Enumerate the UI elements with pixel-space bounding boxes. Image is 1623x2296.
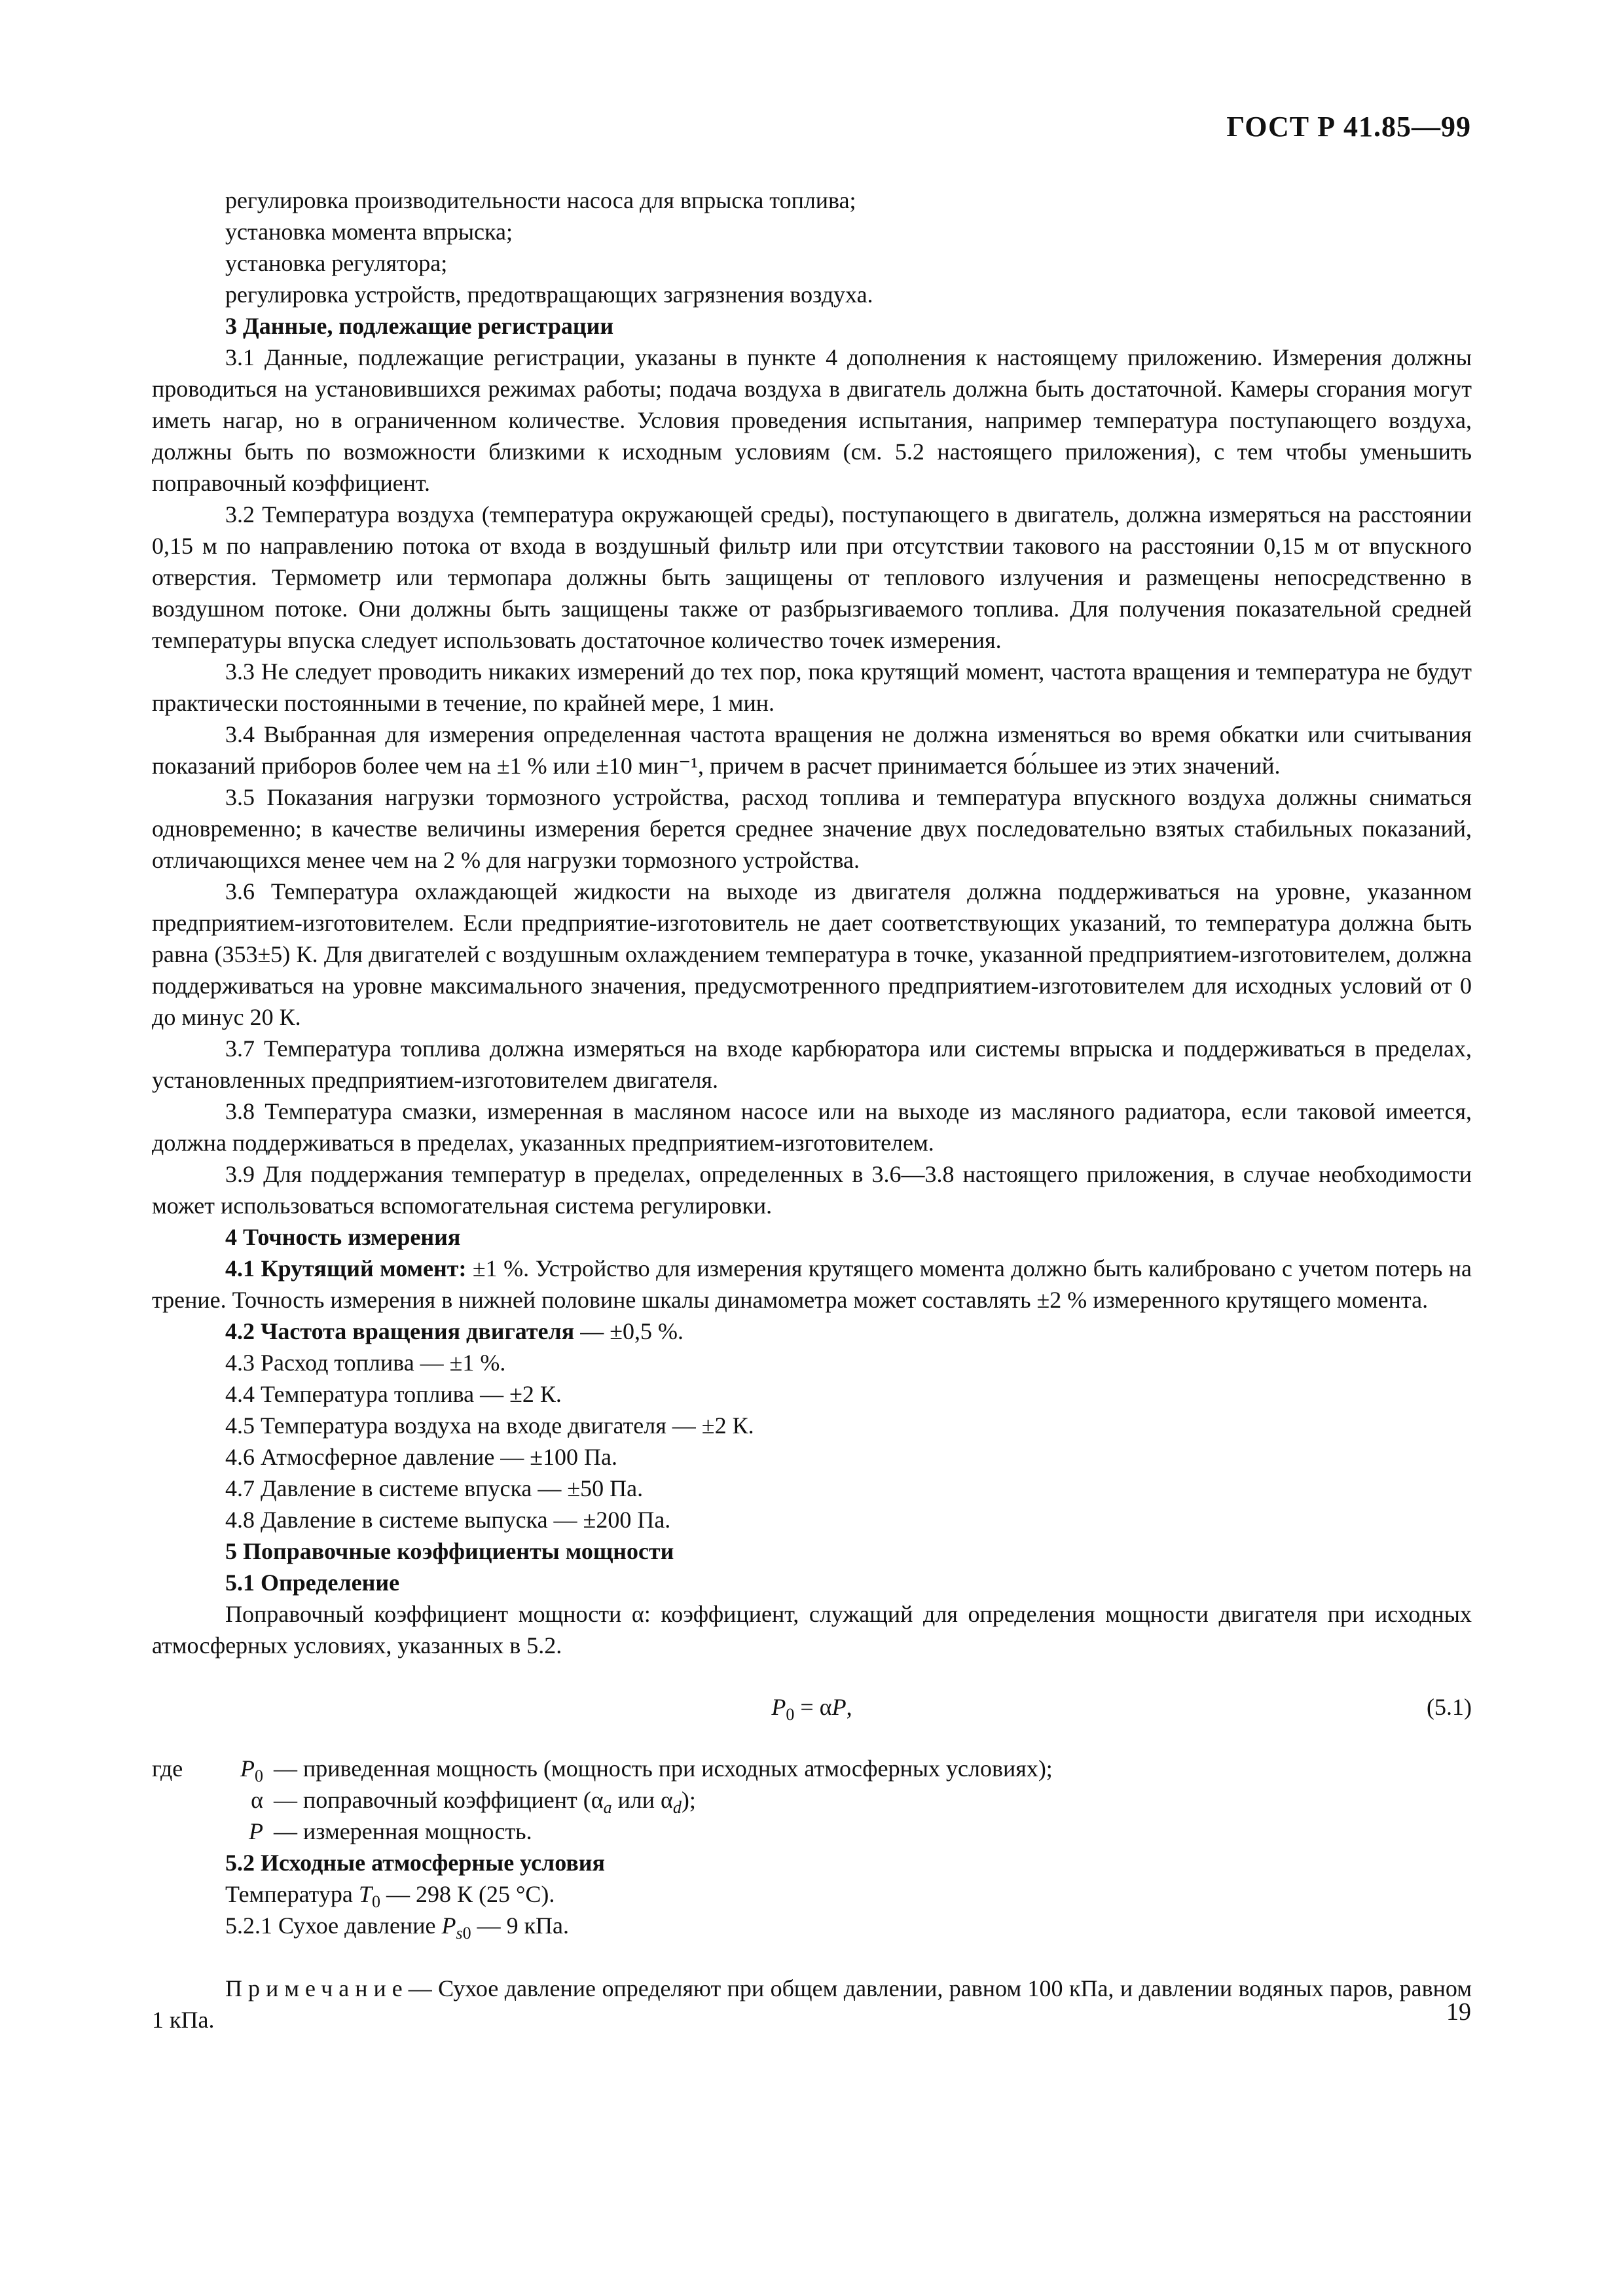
paragraph-3-4: 3.4 Выбранная для измерения определенная частота вращения не должна изменяться во время обкатки или считывания показаний приборов более чем на ±1 % или ±10 мин⁻¹, причем в расчет принимается бо́льшее из этих значений.: [152, 721, 1472, 779]
intro-item: установка регулятора;: [225, 250, 448, 276]
paragraph-3-5: 3.5 Показания нагрузки тормозного устройства, расход топлива и температура впускного воздуха должны сниматься одновременно; в качестве величины измерения берется среднее значение двух последовательно взятых стабильных показаний, отличающихся менее чем на 2 % для нагрузки тормозного устройства.: [152, 784, 1472, 873]
definition-paragraph: Поправочный коэффициент мощности α: коэффициент, служащий для определения мощности двигателя при исходных атмосферных условиях, указанных в 5.2.: [152, 1601, 1472, 1659]
subsection-5-1-heading: 5.1 Определение: [225, 1570, 400, 1596]
paragraph-3-3: 3.3 Не следует проводить никаких измерений до тех пор, пока крутящий момент, частота вращения и температура не будут практически постоянными в течение, по крайней мере, 1 мин.: [152, 658, 1472, 716]
paragraph-3-8: 3.8 Температура смазки, измеренная в масляном насосе или на выходе из масляного радиатора, если таковой имеется, должна поддерживаться в пределах, указанных предприятием-изготовителем.: [152, 1098, 1472, 1156]
intro-item: регулировка устройств, предотвращающих загрязнения воздуха.: [225, 281, 873, 308]
paragraph-3-9: 3.9 Для поддержания температур в пределах, определенных в 3.6—3.8 настоящего приложения, в случае необходимости может использоваться вспомогательная система регулировки.: [152, 1161, 1472, 1219]
paragraph-4-1: [152, 1253, 1472, 1316]
paragraph-3-2: 3.2 Температура воздуха (температура окружающей среды), поступающего в двигатель, должна измеряться на расстоянии 0,15 м по направлению потока от входа в воздушный фильтр или при отсутствии такового на расстоянии 0,15 м от впускного отверстия. Термометр или термопара должны быть защищены от теплового излучения и размещены непосредственно в воздушном потоке. Они должны быть защищены также от разбрызгиваемого топлива. Для получения показательной средней температуры впуска следует использовать достаточное количество точек измерения.: [152, 501, 1472, 653]
note-text: — Сухое давление определяют при общем давлении, равном 100 кПа, и давлении водяных паров, равном 1 кПа.: [152, 1975, 1472, 2033]
paragraph-3-1: 3.1 Данные, подлежащие регистрации, указаны в пункте 4 дополнения к настоящему приложению. Измерения должны проводиться на установившихся режимах работы; подача воздуха в двигатель должна быть достаточной. Камеры сгорания могут иметь нагар, но в ограниченном количестве. Условия проведения испытания, например температура поступающего воздуха, должны быть по возможности близкими к исходным условиям (см. 5.2 настоящего приложения), с тем чтобы уменьшить поправочный коэффициент.: [152, 344, 1472, 496]
legend-description: — измеренная мощность.: [274, 1818, 532, 1844]
accuracy-item: 4.8 Давление в системе выпуска — ±200 Па.: [225, 1507, 671, 1533]
reference-temperature: Температура $T_0$ — 298 К (25 °С).: [225, 1881, 555, 1911]
subsection-5-2-heading: 5.2 Исходные атмосферные условия: [225, 1850, 606, 1876]
legend-lead: где: [152, 1755, 183, 1782]
legend-row: [152, 1784, 1472, 1816]
paragraph-5-2-1: 5.2.1 Сухое давление $P_{s0}$ — 9 кПа.: [225, 1912, 570, 1943]
legend-symbol: P: [249, 1818, 263, 1844]
paragraph-4-2: [152, 1316, 1472, 1347]
legend-description: — приведенная мощность (мощность при исходных атмосферных условиях);: [274, 1755, 1053, 1782]
note-paragraph: [152, 1973, 1472, 2036]
paragraph-4-2-label: 4.2 Частота вращения двигателя: [225, 1318, 575, 1344]
legend-row: [152, 1816, 1472, 1847]
accuracy-item: 4.5 Температура воздуха на входе двигателя — ±2 К.: [225, 1412, 754, 1439]
formula-number: (5.1): [1427, 1694, 1472, 1720]
document-body: [152, 185, 1472, 2036]
legend-row: [152, 1753, 1472, 1784]
paragraph-4-2-text: — ±0,5 %.: [574, 1318, 684, 1344]
legend-description: — поправочный коэффициент ($\alpha_a$ или $\alpha_d$);: [274, 1787, 696, 1817]
section-5-heading: 5 Поправочные коэффициенты мощности: [225, 1538, 674, 1564]
page-number: 19: [1446, 1998, 1471, 2026]
paragraph-3-7: 3.7 Температура топлива должна измеряться на входе карбюратора или системы впрыска и поддерживаться в пределах, установленных предприятием-изготовителем двигателя.: [152, 1035, 1472, 1093]
legend-symbol: $P_0$: [240, 1755, 263, 1785]
intro-item: установка момента впрыска;: [225, 219, 513, 245]
intro-item: регулировка производительности насоса для впрыска топлива;: [225, 187, 856, 213]
formula-5-1: [152, 1673, 1472, 1746]
paragraph-4-1-text: ±1 %. Устройство для измерения крутящего момента должно быть калибровано с учетом потерь на трение. Точность измерения в нижней половине шкалы динамометра может составлять ±2 % измеренного крутящего момента.: [152, 1255, 1472, 1313]
accuracy-item: 4.3 Расход топлива — ±1 %.: [225, 1350, 506, 1376]
paragraph-4-1-label: 4.1 Крутящий момент:: [225, 1255, 467, 1282]
accuracy-item: 4.4 Температура топлива — ±2 К.: [225, 1381, 562, 1407]
accuracy-item: 4.7 Давление в системе впуска — ±50 Па.: [225, 1475, 644, 1501]
note-label: Примечание: [225, 1975, 409, 2001]
section-3-heading: 3 Данные, подлежащие регистрации: [225, 313, 614, 339]
accuracy-item: 4.6 Атмосферное давление — ±100 Па.: [225, 1444, 618, 1470]
formula-legend: [152, 1753, 1472, 1847]
document-code-header: ГОСТ Р 41.85—99: [1226, 111, 1471, 143]
paragraph-3-6: 3.6 Температура охлаждающей жидкости на выходе из двигателя должна поддерживаться на уровне, указанном предприятием-изготовителем. Если предприятие-изготовитель не дает соответствующих указаний, то температура должна быть равна (353±5) К. Для двигателей с воздушным охлаждением температура в точке, указанной предприятием-изготовителем, должна поддерживаться на уровне максимального значения, предусмотренного предприятием-изготовителем для исходных условий от 0 до минус 20 К.: [152, 878, 1472, 1030]
section-4-heading: 4 Точность измерения: [225, 1224, 461, 1250]
formula-expression: $P_0 = \alpha P$,: [771, 1694, 852, 1724]
legend-symbol: α: [251, 1787, 263, 1813]
